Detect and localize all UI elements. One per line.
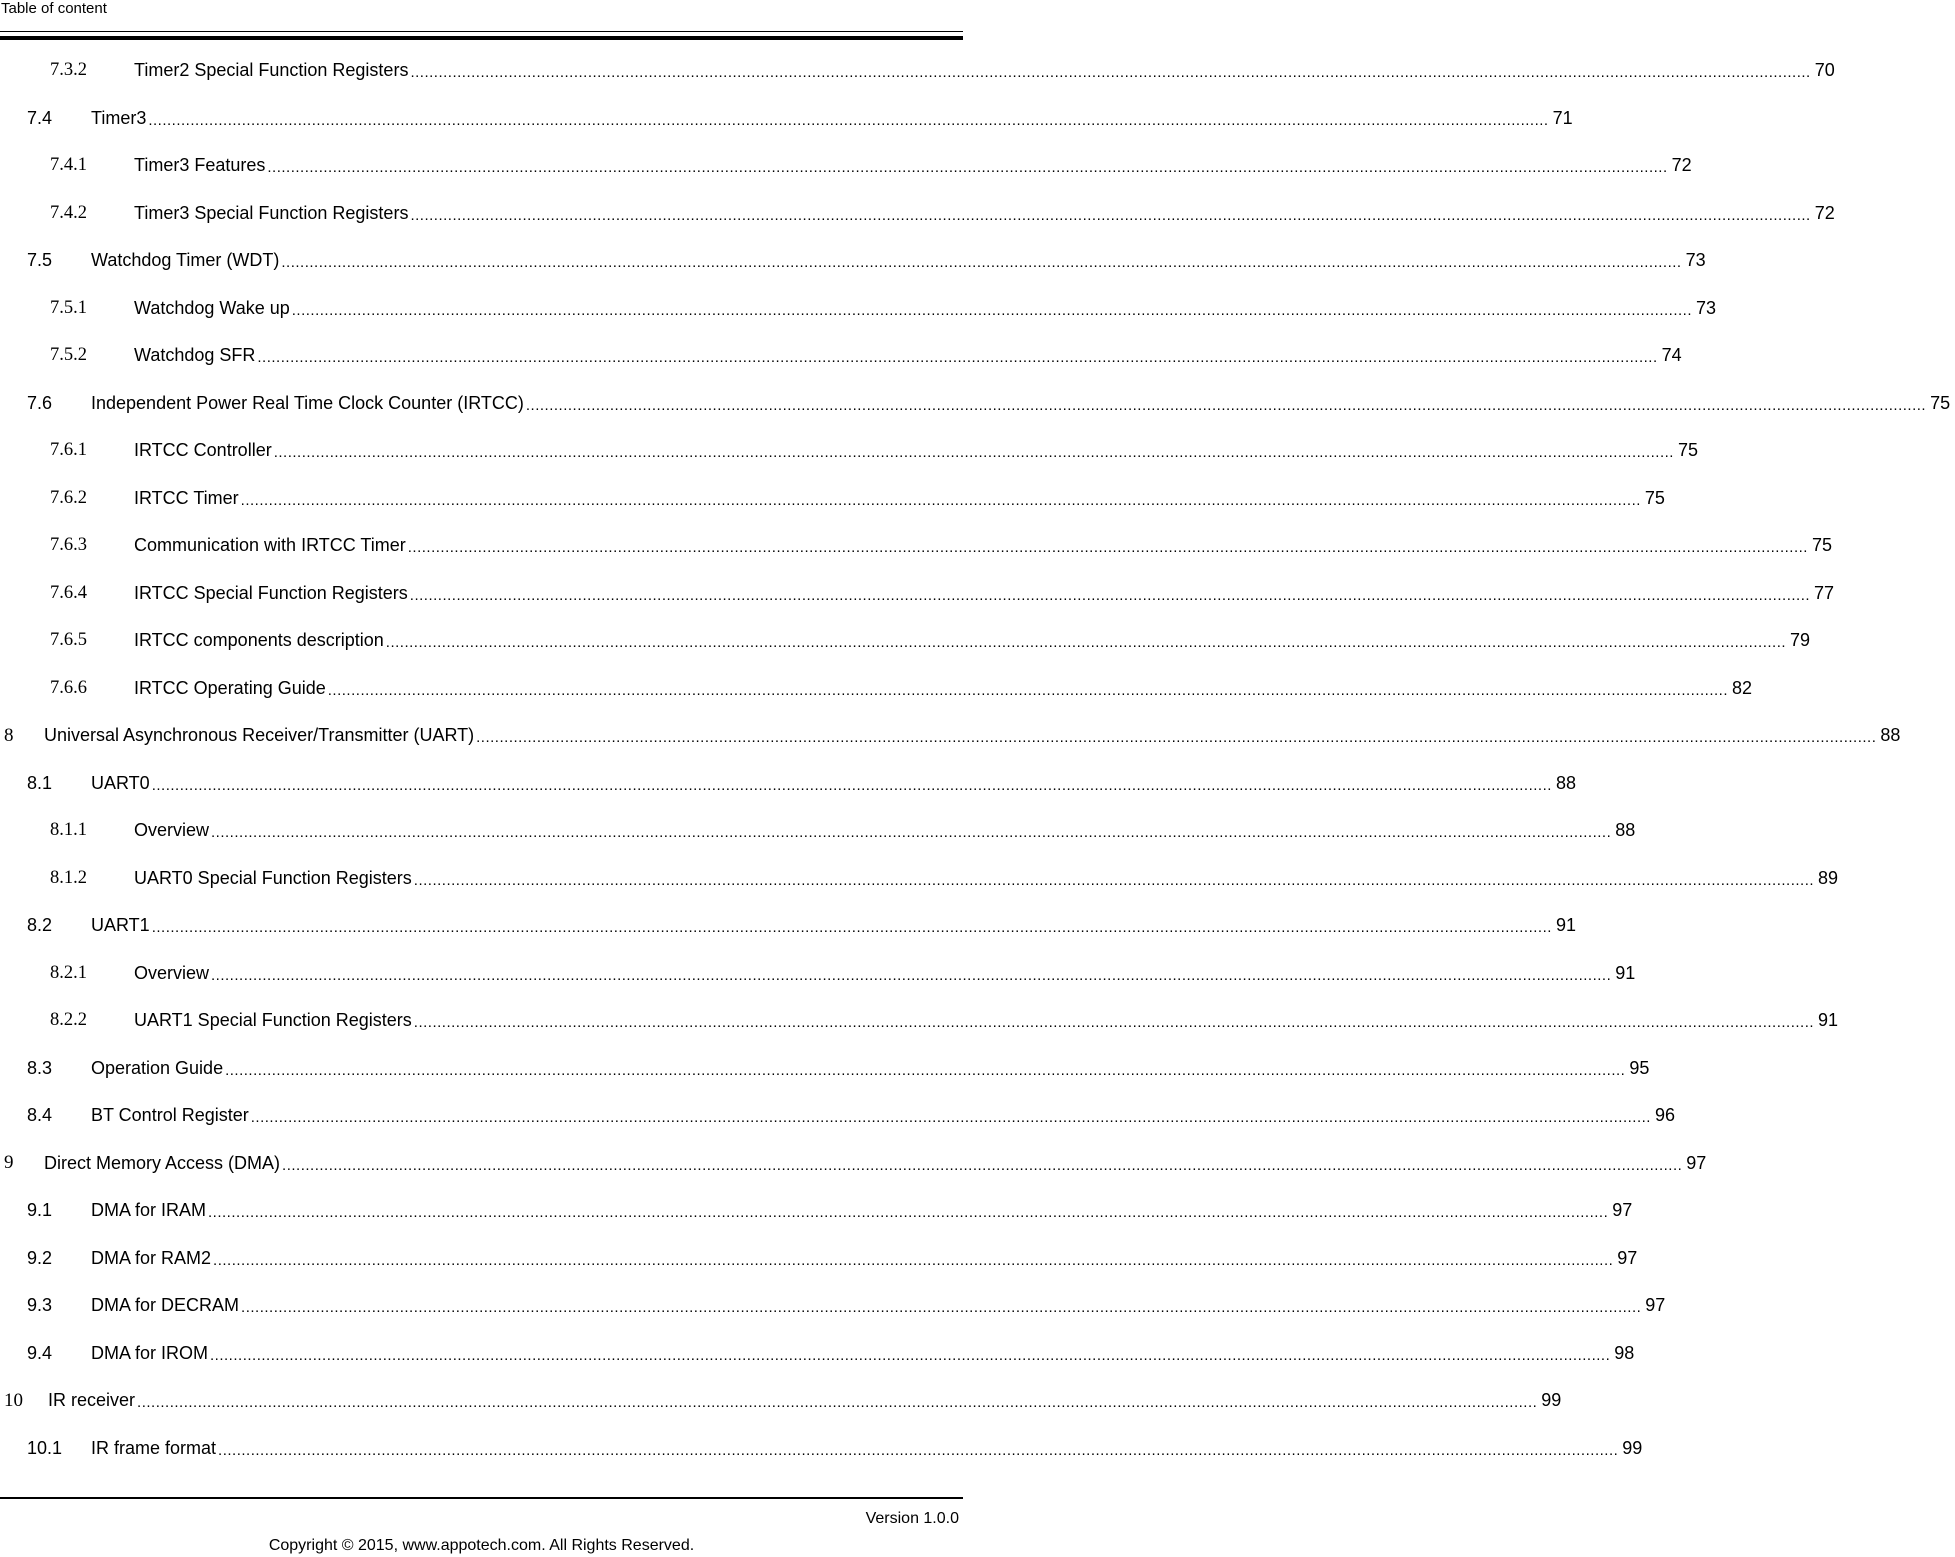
toc-entry-title: DMA for RAM2 bbox=[91, 1247, 212, 1268]
toc-entry-page: 77 bbox=[1814, 582, 1835, 603]
toc-dot-leader: ............................................................................................................................................................................................................................................................................................................ bbox=[148, 111, 1549, 129]
toc-entry[interactable] bbox=[0, 997, 1839, 1045]
toc-entry-page: 70 bbox=[1814, 60, 1835, 81]
toc-dot-leader: ............................................................................................................................................................................................................................................................................................................ bbox=[291, 301, 1692, 319]
toc-entry-page: 91 bbox=[1818, 1010, 1839, 1031]
toc-entry[interactable] bbox=[0, 190, 1835, 238]
toc-entry-number: 8.2.2 bbox=[50, 1010, 87, 1031]
toc-entry-page: 88 bbox=[1555, 772, 1576, 793]
toc-entry-page: 72 bbox=[1671, 155, 1692, 176]
toc-entry-number: 10.1 bbox=[27, 1437, 63, 1458]
toc-entry-number: 8.4 bbox=[27, 1105, 53, 1126]
toc-entry[interactable] bbox=[0, 902, 1576, 950]
copyright-notice: Copyright © 2015, www.appotech.com. All Rights Reserved. bbox=[268, 1537, 695, 1554]
toc-entry[interactable] bbox=[0, 522, 1833, 570]
toc-dot-leader: ............................................................................................................................................................................................................................................................................................................ bbox=[525, 396, 1927, 414]
toc-dot-leader: ............................................................................................................................................................................................................................................................................................................ bbox=[281, 254, 1682, 272]
toc-entry-title: DMA for IRAM bbox=[91, 1200, 207, 1221]
toc-entry-page: 97 bbox=[1686, 1152, 1707, 1173]
toc-dot-leader: ............................................................................................................................................................................................................................................................................................................ bbox=[273, 444, 1674, 462]
toc-entry-number: 8.2 bbox=[27, 915, 53, 936]
toc-entry-number: 8.1.1 bbox=[50, 820, 87, 841]
toc-entry-title: Direct Memory Access (DMA) bbox=[44, 1152, 281, 1173]
toc-entry-number: 7.3.2 bbox=[50, 60, 87, 81]
toc-dot-leader: ............................................................................................................................................................................................................................................................................................................ bbox=[407, 539, 1808, 557]
toc-entry-number: 7.6.5 bbox=[50, 630, 87, 651]
toc-entry-page: 99 bbox=[1541, 1390, 1562, 1411]
toc-entry[interactable] bbox=[0, 142, 1692, 190]
toc-entry-title: Watchdog Wake up bbox=[134, 297, 290, 318]
toc-entry-page: 75 bbox=[1677, 440, 1698, 461]
toc-dot-leader: ............................................................................................................................................................................................................................................................................................................ bbox=[208, 1204, 1609, 1222]
toc-entry-number: 9.1 bbox=[27, 1200, 53, 1221]
toc-entry-number: 10 bbox=[4, 1389, 23, 1411]
footer-rule bbox=[0, 1497, 963, 1499]
toc-entry-page: 88 bbox=[1880, 725, 1901, 746]
toc-dot-leader: ............................................................................................................................................................................................................................................................................................................ bbox=[213, 1251, 1614, 1269]
toc-entry-page: 73 bbox=[1685, 250, 1706, 271]
toc-entry-title: Communication with IRTCC Timer bbox=[134, 535, 406, 556]
toc-entry[interactable] bbox=[0, 1045, 1650, 1093]
toc-entry-title: Watchdog SFR bbox=[134, 345, 256, 366]
toc-dot-leader: ............................................................................................................................................................................................................................................................................................................ bbox=[413, 871, 1815, 889]
version-label: Version 1.0.0 bbox=[865, 1510, 959, 1527]
toc-entry-title: IR frame format bbox=[91, 1437, 217, 1458]
toc-entry-title: DMA for DECRAM bbox=[91, 1295, 240, 1316]
toc-entry[interactable] bbox=[0, 475, 1665, 523]
toc-entry-number: 9 bbox=[4, 1152, 14, 1174]
toc-dot-leader: ............................................................................................................................................................................................................................................................................................................ bbox=[476, 729, 1877, 747]
toc-entry-title: Timer3 bbox=[91, 107, 147, 128]
toc-entry[interactable] bbox=[0, 47, 1835, 95]
toc-entry-title: UART0 Special Function Registers bbox=[134, 867, 412, 888]
toc-dot-leader: ............................................................................................................................................................................................................................................................................................................ bbox=[410, 206, 1811, 224]
toc-entry[interactable] bbox=[0, 1425, 1643, 1473]
toc-dot-leader: ............................................................................................................................................................................................................................................................................................................ bbox=[211, 966, 1612, 984]
toc-entry-title: UART0 bbox=[91, 772, 150, 793]
toc-entry[interactable] bbox=[0, 712, 1901, 760]
toc-entry-page: 75 bbox=[1811, 535, 1833, 556]
toc-entry[interactable] bbox=[0, 1140, 1707, 1188]
toc-entry-page: 91 bbox=[1555, 915, 1576, 936]
toc-entry-number: 7.5.1 bbox=[50, 297, 87, 318]
toc-entry-title: Universal Asynchronous Receiver/Transmitter (UART) bbox=[44, 725, 475, 746]
toc-dot-leader: ............................................................................................................................................................................................................................................................................................................ bbox=[241, 1299, 1642, 1317]
toc-entry-number: 8.1.2 bbox=[50, 867, 87, 888]
toc-dot-leader: ............................................................................................................................................................................................................................................................................................................ bbox=[410, 64, 1811, 82]
toc-entry-number: 7.6.6 bbox=[50, 677, 87, 698]
toc-entry-page: 98 bbox=[1614, 1342, 1635, 1363]
toc-dot-leader: ............................................................................................................................................................................................................................................................................................................ bbox=[257, 349, 1658, 367]
toc-entry-page: 71 bbox=[1552, 107, 1573, 128]
toc-entry-page: 75 bbox=[1644, 487, 1665, 508]
toc-entry[interactable] bbox=[0, 855, 1839, 903]
toc-entry-page: 88 bbox=[1615, 820, 1636, 841]
toc-dot-leader: ............................................................................................................................................................................................................................................................................................................ bbox=[151, 776, 1552, 794]
toc-entry-title: IRTCC Controller bbox=[134, 440, 272, 461]
toc-dot-leader: ............................................................................................................................................................................................................................................................................................................ bbox=[267, 159, 1668, 177]
toc-entry-title: DMA for IROM bbox=[91, 1342, 209, 1363]
toc-entry-title: Overview bbox=[134, 820, 210, 841]
toc-entry-title: BT Control Register bbox=[91, 1105, 249, 1126]
toc-entry-page: 99 bbox=[1622, 1437, 1643, 1458]
running-header: Table of content bbox=[1, 0, 107, 17]
toc-entry-number: 7.5 bbox=[27, 250, 53, 271]
toc-entry-number: 7.5.2 bbox=[50, 345, 87, 366]
toc-entry-number: 7.4 bbox=[27, 107, 53, 128]
toc-entry-title: IRTCC Timer bbox=[134, 487, 239, 508]
toc-entry-page: 79 bbox=[1790, 630, 1811, 651]
toc-entry-page: 74 bbox=[1661, 345, 1682, 366]
toc-entry-title: Timer2 Special Function Registers bbox=[134, 60, 409, 81]
toc-dot-leader: ............................................................................................................................................................................................................................................................................................................ bbox=[240, 491, 1641, 509]
toc-dot-leader: ............................................................................................................................................................................................................................................................................................................ bbox=[327, 681, 1729, 699]
toc-entry-page: 97 bbox=[1645, 1295, 1666, 1316]
toc-entry[interactable] bbox=[0, 807, 1636, 855]
toc-entry-number: 7.6 bbox=[27, 392, 53, 413]
toc-entry-number: 9.4 bbox=[27, 1342, 53, 1363]
toc-dot-leader: ............................................................................................................................................................................................................................................................................................................ bbox=[385, 634, 1787, 652]
toc-entry-title: Timer3 Features bbox=[134, 155, 266, 176]
toc-entry-page: 97 bbox=[1617, 1247, 1638, 1268]
toc-entry-page: 82 bbox=[1732, 677, 1753, 698]
toc-entry[interactable] bbox=[0, 285, 1717, 333]
toc-dot-leader: ............................................................................................................................................................................................................................................................................................................ bbox=[210, 1346, 1611, 1364]
toc-entry[interactable] bbox=[0, 1092, 1676, 1140]
toc-entry[interactable] bbox=[0, 1282, 1666, 1330]
toc-entry-title: IRTCC components description bbox=[134, 630, 384, 651]
toc-entry[interactable] bbox=[0, 380, 1951, 428]
toc-dot-leader: ............................................................................................................................................................................................................................................................................................................ bbox=[211, 824, 1612, 842]
toc-entry-page: 97 bbox=[1612, 1200, 1633, 1221]
toc-entry-number: 8 bbox=[4, 724, 14, 746]
toc-entry-title: Overview bbox=[134, 962, 210, 983]
toc-entry-title: IRTCC Operating Guide bbox=[134, 677, 326, 698]
toc-entry[interactable] bbox=[0, 1187, 1633, 1235]
toc-entry[interactable] bbox=[0, 617, 1811, 665]
toc-entry[interactable] bbox=[0, 950, 1636, 998]
toc-entry-number: 7.6.2 bbox=[50, 487, 87, 508]
toc-entry-number: 9.2 bbox=[27, 1247, 53, 1268]
toc-entry-number: 7.4.1 bbox=[50, 155, 87, 176]
toc-entry-number: 8.2.1 bbox=[50, 962, 87, 983]
toc-entry[interactable] bbox=[0, 1377, 1562, 1425]
toc-entry[interactable] bbox=[0, 1235, 1638, 1283]
toc-dot-leader: ............................................................................................................................................................................................................................................................................................................ bbox=[409, 586, 1811, 604]
toc-dot-leader: ............................................................................................................................................................................................................................................................................................................ bbox=[250, 1109, 1651, 1127]
toc-entry-page: 73 bbox=[1696, 297, 1717, 318]
toc-entry-number: 7.4.2 bbox=[50, 202, 87, 223]
toc-entry[interactable] bbox=[0, 332, 1682, 380]
toc-entry-title: IRTCC Special Function Registers bbox=[134, 582, 408, 603]
header-rule-thin bbox=[0, 31, 963, 32]
toc-entry[interactable] bbox=[0, 665, 1753, 713]
toc-entry-page: 75 bbox=[1930, 392, 1951, 413]
toc-entry[interactable] bbox=[0, 1330, 1635, 1378]
toc-entry-page: 96 bbox=[1654, 1105, 1676, 1126]
toc-entry-page: 89 bbox=[1818, 867, 1839, 888]
toc-entry-title: Independent Power Real Time Clock Counter (IRTCC) bbox=[91, 392, 524, 413]
toc-dot-leader: ............................................................................................................................................................................................................................................................................................................ bbox=[137, 1394, 1538, 1412]
toc-entry-number: 8.3 bbox=[27, 1057, 53, 1078]
toc-entry-title: Watchdog Timer (WDT) bbox=[91, 250, 280, 271]
toc-entry-title: UART1 bbox=[91, 915, 150, 936]
toc-dot-leader: ............................................................................................................................................................................................................................................................................................................ bbox=[225, 1061, 1626, 1079]
toc-entry[interactable] bbox=[0, 427, 1698, 475]
toc-entry[interactable] bbox=[0, 760, 1576, 808]
header-rule-thick bbox=[0, 36, 963, 40]
toc-entry[interactable] bbox=[0, 95, 1573, 143]
toc-entry-title: Operation Guide bbox=[91, 1057, 224, 1078]
toc-entry-title: IR receiver bbox=[48, 1390, 136, 1411]
toc-dot-leader: ............................................................................................................................................................................................................................................................................................................ bbox=[282, 1156, 1683, 1174]
toc-entry-page: 72 bbox=[1814, 202, 1835, 223]
toc-entry-number: 7.6.3 bbox=[50, 535, 87, 556]
toc-dot-leader: ............................................................................................................................................................................................................................................................................................................ bbox=[151, 919, 1552, 937]
toc-entry-number: 7.6.4 bbox=[50, 582, 87, 603]
toc-entry-page: 95 bbox=[1629, 1057, 1650, 1078]
toc-entry-page: 91 bbox=[1615, 962, 1636, 983]
toc-dot-leader: ............................................................................................................................................................................................................................................................................................................ bbox=[413, 1014, 1815, 1032]
toc-entry[interactable] bbox=[0, 570, 1835, 618]
toc-entry-number: 8.1 bbox=[27, 772, 53, 793]
toc-entry-number: 7.6.1 bbox=[50, 440, 87, 461]
toc-dot-leader: ............................................................................................................................................................................................................................................................................................................ bbox=[218, 1441, 1619, 1459]
table-of-contents bbox=[0, 47, 1951, 1472]
toc-entry[interactable] bbox=[0, 237, 1706, 285]
toc-entry-title: Timer3 Special Function Registers bbox=[134, 202, 409, 223]
toc-entry-title: UART1 Special Function Registers bbox=[134, 1010, 412, 1031]
toc-entry-number: 9.3 bbox=[27, 1295, 53, 1316]
